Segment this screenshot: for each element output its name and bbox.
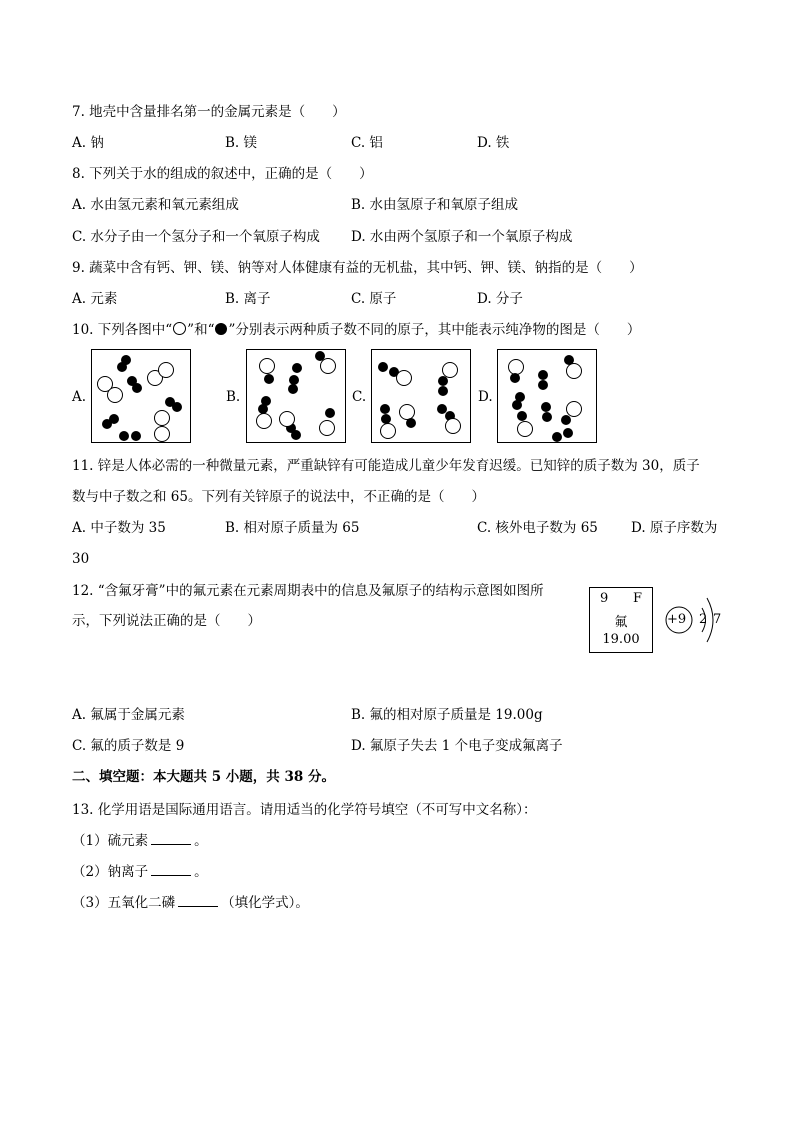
- q9-option-d[interactable]: D. 分子: [477, 291, 523, 307]
- q10-figure-c[interactable]: [371, 349, 471, 443]
- hollow-circle-icon: [173, 322, 186, 335]
- q13-sub3-blank[interactable]: [178, 894, 218, 907]
- element-name: 氟: [614, 615, 628, 630]
- q11-option-b[interactable]: B. 相对原子质量为 65: [225, 520, 360, 536]
- particle-diagram-a: [92, 350, 190, 442]
- q7-option-c[interactable]: C. 铝: [351, 135, 383, 151]
- q11-option-c[interactable]: C. 核外电子数为 65: [477, 520, 598, 536]
- section2-title: 二、填空题：本大题共 5 小题，共 38 分。: [72, 769, 335, 785]
- q7-stem: 7. 地壳中含量排名第一的金属元素是（ ）: [72, 104, 346, 120]
- solid-circle-icon: [215, 323, 227, 335]
- q10-label-b[interactable]: B.: [226, 389, 241, 405]
- q10-figure-b[interactable]: [246, 349, 346, 443]
- q8-option-d[interactable]: D. 水由两个氢原子和一个氧原子构成: [351, 229, 573, 245]
- q10-figure-d[interactable]: [497, 349, 597, 443]
- q10-label-d[interactable]: D.: [478, 389, 493, 405]
- q13-sub1-end: 。: [194, 833, 208, 849]
- q8-option-a[interactable]: A. 水由氢元素和氧元素组成: [72, 197, 239, 213]
- shell1-electrons: 2: [699, 612, 708, 627]
- q13-sub2-end: 。: [194, 864, 208, 880]
- q13-sub1: [72, 832, 208, 850]
- q11-stem-line2: 数与中子数之和 65。下列有关锌原子的说法中，不正确的是（ ）: [72, 489, 485, 505]
- q10-label-a[interactable]: A.: [72, 389, 87, 405]
- q8-stem: 8. 下列关于水的组成的叙述中，正确的是（ ）: [72, 166, 373, 182]
- nucleus-charge: +9: [667, 612, 687, 627]
- particle-diagram-c: [372, 350, 470, 442]
- particle-diagram-d: [498, 350, 596, 442]
- q10-stem: [72, 321, 640, 339]
- q10-stem-part1: 10. 下列各图中“: [72, 322, 173, 338]
- q9-stem: 9. 蔬菜中含有钙、钾、镁、钠等对人体健康有益的无机盐，其中钙、钾、镁、钠指的是（ ）: [72, 260, 643, 276]
- atomic-mass: 19.00: [602, 632, 640, 647]
- q12-option-d[interactable]: D. 氟原子失去 1 个电子变成氟离子: [351, 738, 563, 754]
- q9-option-c[interactable]: C. 原子: [351, 291, 397, 307]
- q13-sub2-prompt: （2）钠离子: [72, 864, 149, 880]
- particle-diagram-b: [247, 350, 345, 442]
- q12-option-a[interactable]: A. 氟属于金属元素: [72, 707, 185, 723]
- q13-sub3-end: （填化学式）。: [221, 895, 309, 911]
- q9-option-a[interactable]: A. 元素: [72, 291, 118, 307]
- q13-sub1-prompt: （1）硫元素: [72, 833, 149, 849]
- q12-option-c[interactable]: C. 氟的质子数是 9: [72, 738, 185, 754]
- q9-option-b[interactable]: B. 离子: [225, 291, 271, 307]
- atom-structure-diagram: [662, 586, 726, 654]
- q8-option-b[interactable]: B. 水由氢原子和氧原子组成: [351, 197, 519, 213]
- q13-sub3: [72, 894, 309, 912]
- q12-stem-line2: 示，下列说法正确的是（ ）: [72, 613, 261, 629]
- q10-figure-a[interactable]: [91, 349, 191, 443]
- q11-option-a[interactable]: A. 中子数为 35: [72, 520, 166, 536]
- q12-stem-line1: 12. “含氟牙膏”中的氟元素在元素周期表中的信息及氟原子的结构示意图如图所: [72, 583, 544, 599]
- q13-sub2: [72, 863, 208, 881]
- q13-stem: 13. 化学用语是国际通用语言。请用适当的化学符号填空（不可写中文名称）：: [72, 802, 537, 818]
- q7-option-a[interactable]: A. 钠: [72, 135, 104, 151]
- q8-option-c[interactable]: C. 水分子由一个氢分子和一个氧原子构成: [72, 229, 320, 245]
- q13-sub3-prompt: （3）五氧化二磷: [72, 895, 176, 911]
- atomic-number: 9: [600, 591, 609, 606]
- q13-sub1-blank[interactable]: [151, 832, 191, 845]
- shell2-electrons: 7: [713, 612, 722, 627]
- q11-option-d[interactable]: D. 原子序数为: [631, 520, 718, 536]
- q10-label-c[interactable]: C.: [352, 389, 367, 405]
- periodic-table-cell: [589, 587, 653, 653]
- q11-option-d-continued: 30: [72, 551, 90, 567]
- element-symbol: F: [632, 591, 642, 606]
- q7-option-d[interactable]: D. 铁: [477, 135, 510, 151]
- q11-stem-line1: 11. 锌是人体必需的一种微量元素，严重缺锌有可能造成儿童少年发育迟缓。已知锌的质子数为 30，质子: [72, 458, 700, 474]
- q10-stem-part2: ”和“: [187, 322, 215, 338]
- q13-sub2-blank[interactable]: [151, 863, 191, 876]
- q10-stem-part3: ”分别表示两种质子数不同的原子，其中能表示纯净物的图是（ ）: [228, 322, 641, 338]
- q12-option-b[interactable]: B. 氟的相对原子质量是 19.00g: [351, 707, 543, 723]
- q7-option-b[interactable]: B. 镁: [225, 135, 258, 151]
